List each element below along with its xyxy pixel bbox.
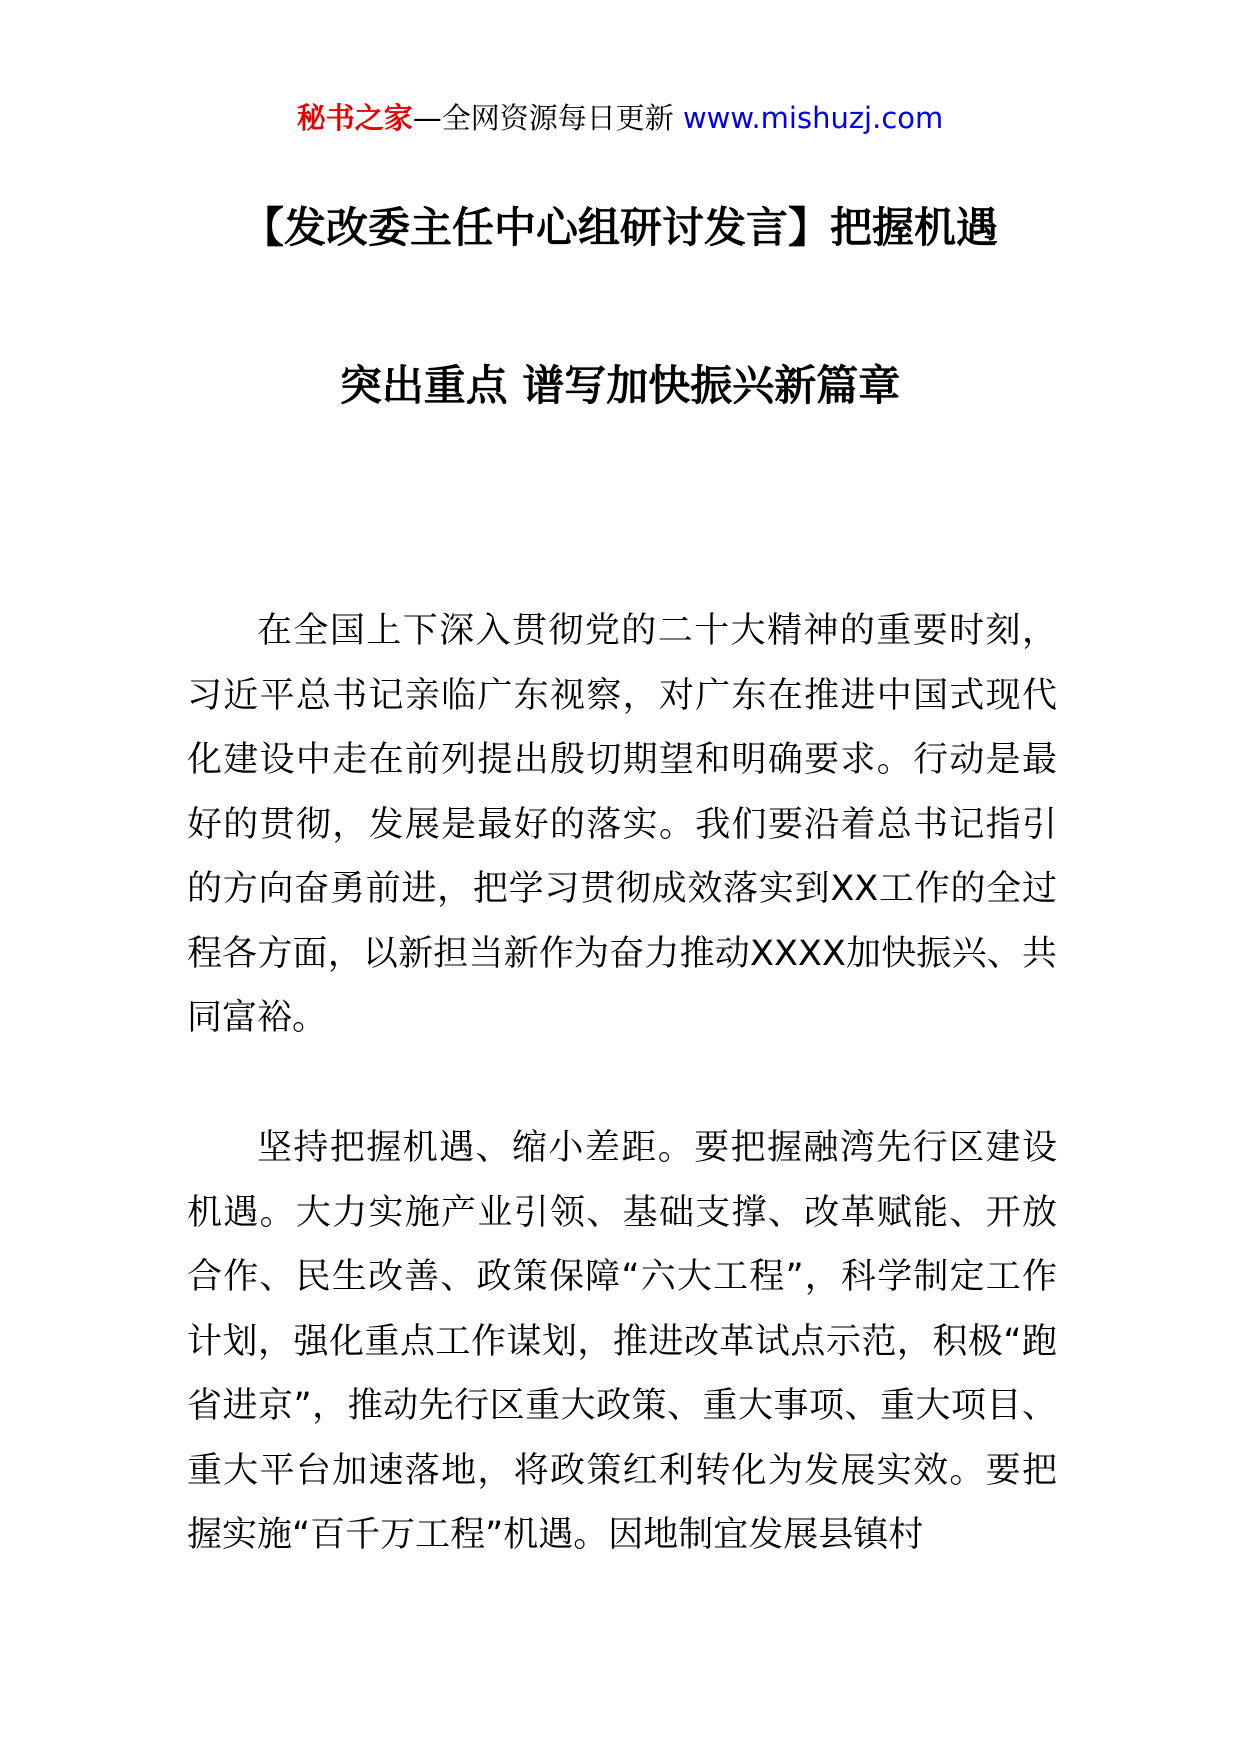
site-tagline: —全网资源每日更新 <box>412 101 683 135</box>
site-brand: 秘书之家 <box>296 101 413 135</box>
document-title-line-1: 【发改委主任中心组研讨发言】把握机遇 <box>241 203 998 252</box>
site-url-link[interactable]: www.mishuzj.com <box>682 101 944 135</box>
site-header <box>0 98 1240 138</box>
document-title-line-2: 突出重点 谱写加快振兴新篇章 <box>339 361 901 410</box>
body-paragraph: 坚持把握机遇、缩小差距。要把握融湾先行区建设机遇。大力实施产业引领、基础支撑、改革赋能、开放合作、民生改善、政策保障“六大工程”，科学制定工作计划，强化重点工作谋划，推进改革试点示范，积极“跑省进京”，推动先行区重大政策、重大事项、重大项目、重大平台加速落地，将政策红利转化为发展实效。要把握实施“百千万工程”机遇。因地制宜发展县镇村 <box>187 1128 1057 1555</box>
body-paragraph: 在全国上下深入贯彻党的二十大精神的重要时刻，习近平总书记亲临广东视察，对广东在推进中国式现代化建设中走在前列提出殷切期望和明确要求。行动是最好的贯彻，发展是最好的落实。我们要沿着总书记指引的方向奋勇前进，把学习贯彻成效落实到XX工作的全过程各方面，以新担当新作为奋力推动XXXX加快振兴、共同富裕。 <box>187 611 1057 1038</box>
